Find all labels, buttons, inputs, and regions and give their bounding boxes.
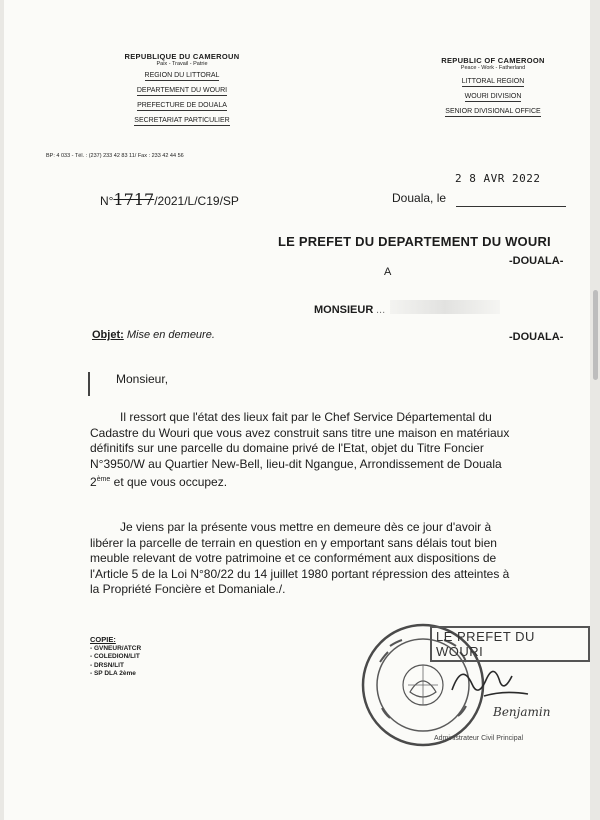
prefect-stamp: LE PREFET DU WOURI [430, 626, 590, 662]
contact-line: BP: 4 033 - Tél. : (237) 233 42 83 11/ Fax : 233 42 44 56 [46, 153, 184, 159]
copy-item: - SP DLA 2ème [90, 670, 136, 677]
recipient-title: MONSIEUR [314, 304, 374, 316]
motto-fr: Paix - Travail - Patrie [156, 60, 208, 67]
to-word: A [384, 266, 392, 278]
office-en: SENIOR DIVISIONAL OFFICE [445, 108, 541, 115]
p2-line: meuble relevant de votre patrimoine et ce conformément aux dispositions de [90, 551, 497, 565]
header-right [408, 57, 578, 117]
object-line [92, 329, 215, 341]
date-stamp: 2 8 AVR 2022 [455, 172, 541, 185]
p1-line: Cadastre du Wouri que vous avez construit sans titre une maison en matériaux [90, 425, 510, 440]
document-page [4, 0, 590, 820]
object-text: Mise en demeure. [126, 329, 215, 341]
p1-rest: et que vous occupez. [110, 475, 228, 489]
region-fr: REGION DU LITTORAL [144, 72, 220, 79]
country-fr: REPUBLIQUE DU CAMEROUN [124, 52, 240, 61]
signature-scribble [444, 660, 554, 710]
ref-number-handwritten: 1717 [113, 190, 155, 209]
ref-prefix: N° [100, 194, 114, 208]
motto-en: Peace - Work - Fatherland [460, 64, 526, 71]
scrollbar[interactable] [590, 0, 600, 820]
signer-rank: Administrateur Civil Principal [434, 735, 524, 742]
country-en: REPUBLIC OF CAMEROON [441, 56, 545, 65]
redacted-name [390, 300, 500, 314]
copy-item: - COLEDION/LIT [90, 653, 140, 660]
office-fr: SECRETARIAT PARTICULIER [134, 117, 230, 124]
division-en: WOURI DIVISION [464, 93, 522, 100]
p1-sup: ème [96, 476, 111, 483]
sender-city: -DOUALA- [509, 255, 564, 267]
p1-line: définitifs sur une parcelle du domaine privé de l'Etat, objet du Titre Foncier [90, 441, 484, 455]
ref-suffix: /2021/L/C19/SP [154, 194, 239, 208]
signer-name: Benjamin [493, 705, 551, 719]
p1-base: 2 [90, 475, 97, 489]
paragraph-2 [90, 520, 570, 598]
reference-number [100, 190, 239, 209]
department-fr: DEPARTEMENT DU WOURI [136, 87, 228, 94]
margin-mark [88, 372, 90, 396]
p2-line: libérer la parcelle de terrain en question en y emportant sans délais tout bien [90, 535, 497, 550]
scrollbar-thumb[interactable] [593, 290, 598, 380]
copy-item: - DRSN/LIT [90, 661, 124, 669]
sender-title: LE PREFET DU DEPARTEMENT DU WOURI [278, 234, 551, 249]
date-place: Douala, le [392, 191, 447, 205]
object-label: Objet: [92, 329, 124, 341]
p2-line: Je viens par la présente vous mettre en demeure dès ce jour d'avoir à [120, 520, 492, 534]
p1-last-line [90, 472, 570, 491]
salutation: Monsieur, [116, 372, 169, 386]
copy-label: COPIE: [90, 635, 116, 644]
copy-item: - GVNEUR/ATCR [90, 644, 142, 652]
copy-list [90, 636, 141, 679]
region-en: LITTORAL REGION [461, 78, 525, 85]
p1-line: N°3950/W au Quartier New-Bell, lieu-dit Ngangue, Arrondissement de Douala [90, 456, 502, 471]
recipient-city: -DOUALA- [509, 331, 564, 343]
date-line [456, 206, 566, 207]
p1-line: Il ressort que l'état des lieux fait par le Chef Service Départemental du [120, 410, 492, 424]
p2-line: l'Article 5 de la Loi N°80/22 du 14 juillet 1980 portant répression des atteintes à [90, 566, 510, 581]
paragraph-1 [90, 410, 570, 491]
prefecture-fr: PREFECTURE DE DOUALA [137, 102, 227, 109]
p2-line: la Propriété Foncière et Domaniale./. [90, 582, 286, 596]
header-left [92, 53, 272, 126]
recipient-dots: ... [376, 304, 386, 316]
